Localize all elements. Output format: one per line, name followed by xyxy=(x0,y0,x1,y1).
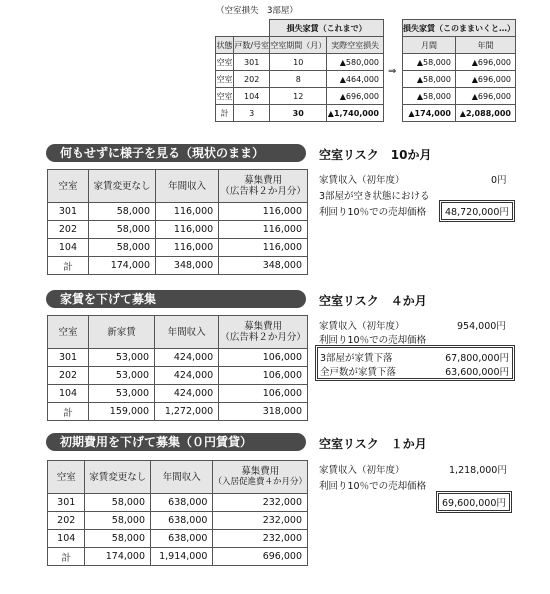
col-status: 状態 xyxy=(216,37,234,54)
section-1-table xyxy=(47,169,308,275)
section-2-title-bar: 家賃を下げて募集 xyxy=(46,290,306,308)
table-row: 301 58,000 116,000 116,000 xyxy=(48,203,308,221)
sale-price-box: 3部屋が家賃下落 67,800,000円 全戸数が家賃下落 63,600,000円 xyxy=(317,347,513,379)
table-row: 空室 301 10 ▲580,000 xyxy=(216,54,384,71)
col-vacancy-months: 空室期間（月） xyxy=(270,37,327,54)
sale-price-label: 利回り10％での売却価格 xyxy=(319,335,427,346)
arrow-icon: ⇒ xyxy=(388,66,397,77)
loss-so-far-header: 損失家賃（これまで） xyxy=(270,20,384,37)
table-row: 104 58,000 116,000 116,000 xyxy=(48,239,308,257)
table-row: 301 58,000 638,000 232,000 xyxy=(48,494,308,512)
col-monthly: 月間 xyxy=(403,37,456,54)
table-row: 104 53,000 424,000 106,000 xyxy=(48,385,308,403)
section-1-risk: 空室リスク 10か月 xyxy=(319,148,432,162)
col-rent: 家賃変更なし xyxy=(88,170,155,203)
table-row: 空室 104 12 ▲696,000 xyxy=(216,88,384,105)
col-recruit-cost: 募集費用 （広告料２か月分） xyxy=(219,170,308,203)
section-3-risk: 空室リスク １か月 xyxy=(319,437,427,451)
table-row: ▲58,000 ▲696,000 xyxy=(403,88,516,105)
col-annual-income: 年間収入 xyxy=(156,170,219,203)
total-row: 計 174,000 1,914,000 696,000 xyxy=(48,548,308,566)
note-line: 3部屋が空き状態における xyxy=(319,191,430,202)
income-value: 1,218,000円 xyxy=(449,465,507,476)
col-vacant: 空室 xyxy=(48,170,89,203)
income-label: 家賃収入（初年度） xyxy=(319,321,405,332)
table-row: 空室 202 8 ▲464,000 xyxy=(216,71,384,88)
section-2-table xyxy=(47,315,308,421)
income-label: 家賃収入（初年度） xyxy=(319,175,405,186)
top-caption: （空室損失 3部屋） xyxy=(216,6,298,16)
col-rent: 家賃変更なし xyxy=(85,461,151,494)
sale-price-label: 利回り10％での売却価格 xyxy=(319,481,427,492)
table-row: 202 58,000 638,000 232,000 xyxy=(48,512,308,530)
table-row: 104 58,000 638,000 232,000 xyxy=(48,530,308,548)
loss-so-far-table xyxy=(215,19,384,122)
section-1-title-bar: 何もせずに様子を見る（現状のまま） xyxy=(46,144,306,162)
col-recruit-cost: 募集費用 （入居促進費４か月分） xyxy=(213,461,308,494)
income-value: 0円 xyxy=(491,175,507,186)
col-annual-income: 年間収入 xyxy=(151,461,213,494)
income-value: 954,000円 xyxy=(457,321,506,332)
section-3-table xyxy=(47,460,308,566)
col-actual-loss: 実際空室損失 xyxy=(327,37,384,54)
sale-price-label: 利回り10％での売却価格 xyxy=(319,207,427,218)
total-row: 計 3 30 ▲1,740,000 xyxy=(216,105,384,122)
col-vacant: 空室 xyxy=(48,316,89,349)
sale-price-value: 48,720,000円 xyxy=(441,202,513,220)
total-row: 計 174,000 348,000 348,000 xyxy=(48,257,308,275)
total-row: 計 159,000 1,272,000 318,000 xyxy=(48,403,308,421)
sale-price-value: 69,600,000円 xyxy=(438,493,510,511)
table-row: ▲58,000 ▲696,000 xyxy=(403,71,516,88)
loss-future-table xyxy=(402,19,516,122)
loss-future-header: 損失家賃（このままいくと…） xyxy=(403,20,516,37)
table-row: 202 58,000 116,000 116,000 xyxy=(48,221,308,239)
table-row: 301 53,000 424,000 106,000 xyxy=(48,349,308,367)
col-recruit-cost: 募集費用 （広告料２か月分） xyxy=(219,316,308,349)
col-yearly: 年間 xyxy=(456,37,516,54)
section-3-title-bar: 初期費用を下げて募集（０円賃貸） xyxy=(46,433,306,451)
total-row: ▲174,000 ▲2,088,000 xyxy=(403,105,516,122)
col-annual-income: 年間収入 xyxy=(155,316,219,349)
col-new-rent: 新家賃 xyxy=(89,316,155,349)
col-vacant: 空室 xyxy=(48,461,85,494)
table-row: ▲58,000 ▲696,000 xyxy=(403,54,516,71)
income-label: 家賃収入（初年度） xyxy=(319,465,405,476)
section-2-risk: 空室リスク ４か月 xyxy=(319,294,427,308)
col-room: 戸数/号室 xyxy=(234,37,270,54)
table-row: 202 53,000 424,000 106,000 xyxy=(48,367,308,385)
